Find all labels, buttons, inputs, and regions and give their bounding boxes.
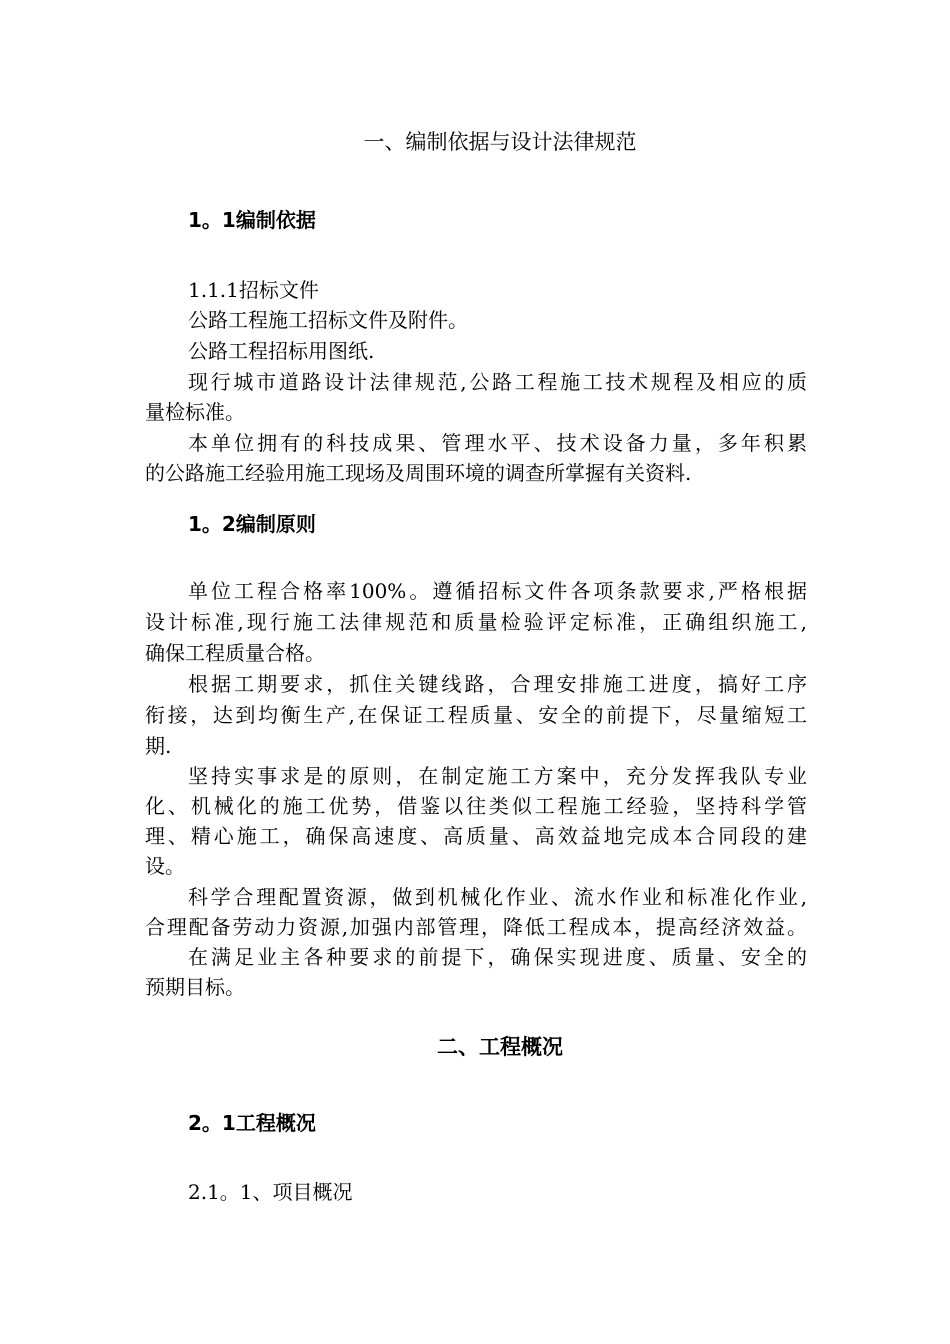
paragraph-line: 科学合理配置资源，做到机械化作业、流水作业和标准化作业, xyxy=(188,885,807,909)
subsection-1-2-heading: 1。2编制原则 xyxy=(188,512,316,536)
paragraph-line: 合理配备劳动力资源,加强内部管理，降低工程成本，提高经济效益。 xyxy=(145,915,807,939)
paragraph-line: 化、机械化的施工优势，借鉴以往类似工程施工经验，坚持科学管 xyxy=(145,794,807,818)
paragraph-line: 期. xyxy=(145,734,172,758)
paragraph-line: 在满足业主各种要求的前提下，确保实现进度、质量、安全的 xyxy=(188,945,807,969)
paragraph-line: 确保工程质量合格。 xyxy=(145,641,325,665)
subsection-2-1-heading: 2。1工程概况 xyxy=(188,1111,316,1135)
paragraph-line: 预期目标。 xyxy=(145,975,245,999)
paragraph: 公路工程施工招标文件及附件。 xyxy=(188,308,468,332)
section-1-title: 一、编制依据与设计法律规范 xyxy=(363,130,637,154)
section-2-title: 二、工程概况 xyxy=(437,1035,563,1059)
item-2-1-1-title: 2.1。1、项目概况 xyxy=(188,1180,353,1204)
paragraph-line: 的公路施工经验用施工现场及周围环境的调查所掌握有关资料. xyxy=(145,461,692,485)
subsection-1-1-heading: 1。1编制依据 xyxy=(188,208,316,232)
paragraph-line: 坚持实事求是的原则，在制定施工方案中，充分发挥我队专业 xyxy=(188,764,807,788)
paragraph-line: 本单位拥有的科技成果、管理水平、技术设备力量，多年积累 xyxy=(188,431,807,455)
item-1-1-1-title: 1.1.1招标文件 xyxy=(188,278,319,302)
paragraph: 公路工程招标用图纸. xyxy=(188,339,375,363)
paragraph-line: 单位工程合格率100%。遵循招标文件各项条款要求,严格根据 xyxy=(188,579,807,603)
paragraph-line: 理、精心施工，确保高速度、高质量、高效益地完成本合同段的建 xyxy=(145,824,807,848)
paragraph-line: 设计标准,现行施工法律规范和质量检验评定标准，正确组织施工, xyxy=(145,610,807,634)
paragraph-line: 量检标准。 xyxy=(145,400,245,424)
paragraph-line: 衔接，达到均衡生产,在保证工程质量、安全的前提下，尽量缩短工 xyxy=(145,703,807,727)
paragraph-line: 现行城市道路设计法律规范,公路工程施工技术规程及相应的质 xyxy=(188,370,807,394)
paragraph-line: 设。 xyxy=(145,854,185,878)
paragraph-line: 根据工期要求，抓住关键线路，合理安排施工进度，搞好工序 xyxy=(188,672,807,696)
